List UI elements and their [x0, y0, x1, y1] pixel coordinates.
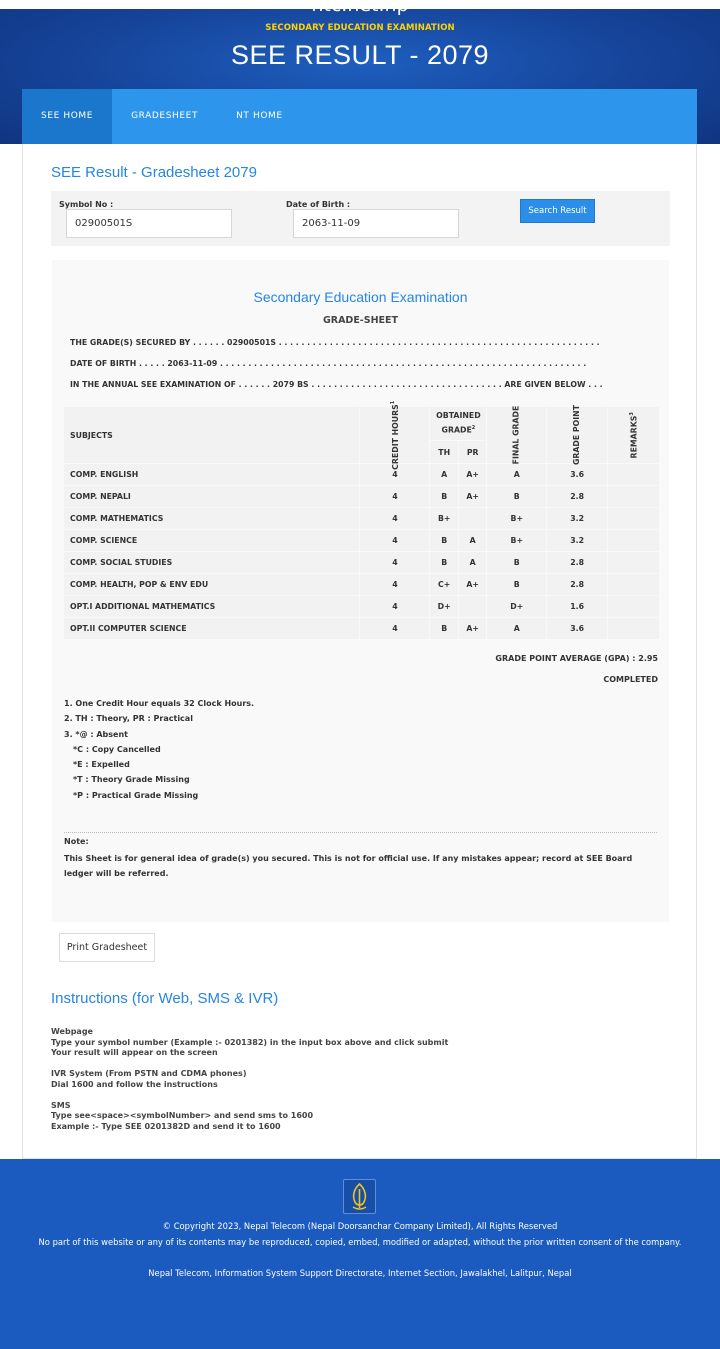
credit-cell: 4	[360, 574, 429, 595]
th-cell: B	[430, 618, 458, 639]
page-title: SEE RESULT - 2079	[230, 40, 490, 70]
pr-cell: A	[459, 552, 486, 573]
pr-cell: A+	[459, 464, 486, 485]
credit-cell: 4	[360, 486, 429, 507]
footer	[0, 1159, 720, 1349]
subject-cell: OPT.I ADDITIONAL MATHEMATICS	[64, 596, 359, 617]
instr-web-line: Your result will appear on the screen	[51, 1048, 218, 1057]
subject-cell: COMP. MATHEMATICS	[64, 508, 359, 529]
col-obtained-grade: OBTAINED GRADE$^2$	[430, 407, 486, 440]
th-cell: B+	[430, 508, 458, 529]
gradesheet-panel	[52, 260, 669, 922]
credit-cell: 4	[360, 618, 429, 639]
note-heading: Note:	[64, 837, 89, 846]
subject-cell: OPT.II COMPUTER SCIENCE	[64, 618, 359, 639]
final-cell: D+	[487, 596, 546, 617]
gpa-value: GRADE POINT AVERAGE (GPA) : 2.95	[495, 654, 658, 663]
subject-cell: COMP. NEPALI	[64, 486, 359, 507]
table-row	[64, 552, 659, 573]
instr-web-line: Type your symbol number (Example :- 0201382) in the input box above and click submit	[51, 1037, 449, 1047]
th-cell: C+	[430, 574, 458, 595]
exam-line: IN THE ANNUAL SEE EXAMINATION OF . . . . . . 2079 BS . . . . . . . . . . . . . . . . . . . . . . . . . . . . . . . . . . ARE GIVEN BELOW . . .	[70, 380, 603, 389]
subject-cell: COMP. SOCIAL STUDIES	[64, 552, 359, 573]
legend-note: *P : Practical Grade Missing	[73, 790, 199, 800]
dob-line: DATE OF BIRTH . . . . . 2063-11-09 . . . . . . . . . . . . . . . . . . . . . . . . . . . . . . . . . . . . . . . . . . . . . . . . . . . . . . . . . . . . . . . . .	[70, 359, 587, 368]
subject-cell: COMP. ENGLISH	[64, 464, 359, 485]
secured-by-line: THE GRADE(S) SECURED BY . . . . . . 02900501S . . . . . . . . . . . . . . . . . . . . . . . . . . . . . . . . . . . . . . . . . . . . . . . . . . . . . . . . .	[70, 338, 600, 347]
pr-cell	[459, 596, 486, 617]
final-cell: A	[487, 618, 546, 639]
credit-cell: 4	[360, 530, 429, 551]
header-subtitle: SECONDARY EDUCATION EXAMINATION	[265, 23, 455, 33]
copyright-text: © Copyright 2023, Nepal Telecom (Nepal Doorsanchar Company Limited), All Rights Reserved	[162, 1221, 558, 1231]
th-cell: A	[430, 464, 458, 485]
th-cell: B	[430, 530, 458, 551]
instr-ivr-title: IVR System (From PSTN and CDMA phones)	[51, 1069, 247, 1078]
search-form	[51, 191, 670, 246]
disclaimer-text: No part of this website or any of its contents may be reproduced, copied, embed, modified or adapted, without the prior written consent of the company.	[38, 1237, 682, 1247]
note-text: This Sheet is for general idea of grade(s) you secured. This is not for official use. If any mistakes appear; record at SEE Board ledger will be referred.	[64, 854, 633, 878]
remarks-cell	[608, 552, 659, 573]
result-status: COMPLETED	[603, 675, 658, 684]
th-cell: B	[430, 486, 458, 507]
final-cell: B	[487, 486, 546, 507]
dob-label: Date of Birth :	[286, 200, 351, 209]
final-cell: B+	[487, 508, 546, 529]
grades-table	[63, 400, 660, 640]
gp-cell: 3.6	[547, 618, 607, 639]
final-cell: B+	[487, 530, 546, 551]
search-result-button[interactable]: Search Result	[520, 199, 595, 223]
table-row	[64, 596, 659, 617]
col-th: TH	[430, 441, 458, 463]
subject-cell: COMP. HEALTH, POP & ENV EDU	[64, 574, 359, 595]
credit-cell: 4	[360, 596, 429, 617]
remarks-cell	[608, 618, 659, 639]
gradesheet-heading: SEE Result - Gradesheet 2079	[51, 164, 257, 181]
instr-ivr-line: Dial 1600 and follow the instructions	[51, 1079, 218, 1089]
instr-sms-line: Type see<space><symbolNumber> and send sms to 1600	[51, 1111, 314, 1120]
table-row	[64, 530, 659, 551]
th-cell: B	[430, 552, 458, 573]
gp-cell: 3.2	[547, 508, 607, 529]
instructions-heading: Instructions (for Web, SMS & IVR)	[51, 990, 279, 1007]
instr-sms-line: Example :- Type SEE 0201382D and send it to 1600	[51, 1121, 281, 1131]
final-cell: B	[487, 574, 546, 595]
gradesheet-subtitle: GRADE-SHEET	[322, 315, 399, 326]
top-white-bar	[0, 0, 720, 9]
legend-note: *E : Expelled	[73, 760, 130, 770]
col-final-grade: FINAL GRADE	[487, 407, 546, 463]
instr-web-title: Webpage	[51, 1027, 93, 1036]
instr-sms-title: SMS	[51, 1100, 71, 1110]
gp-cell: 1.6	[547, 596, 607, 617]
th-cell: D+	[430, 596, 458, 617]
symbol-label: Symbol No :	[59, 200, 114, 209]
print-gradesheet-button[interactable]: Print Gradesheet	[59, 933, 155, 962]
table-row	[64, 464, 659, 485]
pr-cell: A+	[459, 618, 486, 639]
legend-note: 3. *@ : Absent	[64, 729, 128, 739]
pr-cell	[459, 508, 486, 529]
instructions-block	[51, 1027, 448, 1132]
address-text: Nepal Telecom, Information System Support Directorate, Internet Section, Jawalakhel, Lalitpur, Nepal	[148, 1268, 572, 1278]
dob-input[interactable]: 2063-11-09	[293, 209, 459, 238]
table-row	[64, 574, 659, 595]
remarks-cell	[608, 464, 659, 485]
remarks-cell	[608, 530, 659, 551]
pr-cell: A+	[459, 486, 486, 507]
final-cell: A	[487, 464, 546, 485]
col-subjects: SUBJECTS	[64, 407, 359, 463]
remarks-cell	[608, 508, 659, 529]
legend-note: 2. TH : Theory, PR : Practical	[64, 714, 193, 724]
gp-cell: 3.6	[547, 464, 607, 485]
gp-cell: 2.8	[547, 486, 607, 507]
remarks-cell	[608, 486, 659, 507]
col-credit-hours: CREDIT HOURS$^1$	[360, 407, 429, 463]
gp-cell: 2.8	[547, 552, 607, 573]
legend-note: 1. One Credit Hour equals 32 Clock Hours.	[64, 699, 255, 708]
subject-cell: COMP. SCIENCE	[64, 530, 359, 551]
final-cell: B	[487, 552, 546, 573]
symbol-input[interactable]: 02900501S	[66, 209, 232, 238]
pr-cell: A+	[459, 574, 486, 595]
nepal-telecom-logo-icon	[343, 1179, 376, 1214]
remarks-cell	[608, 596, 659, 617]
gp-cell: 3.2	[547, 530, 607, 551]
credit-cell: 4	[360, 552, 429, 573]
credit-cell: 4	[360, 464, 429, 485]
legend-note: *T : Theory Grade Missing	[73, 775, 190, 785]
gradesheet-title: Secondary Education Examination	[253, 289, 468, 305]
col-remarks: REMARKS$^3$	[608, 407, 659, 463]
tab-nt-home[interactable]: NT HOME	[236, 111, 283, 121]
col-grade-point: GRADE POINT	[547, 407, 607, 463]
pr-cell: A	[459, 530, 486, 551]
legend-note: *C : Copy Cancelled	[73, 744, 161, 754]
table-row	[64, 508, 659, 529]
legend-notes	[64, 696, 254, 803]
gp-cell: 2.8	[547, 574, 607, 595]
main-nav	[22, 89, 697, 144]
table-row	[64, 618, 659, 639]
main-card	[22, 144, 697, 1159]
tab-gradesheet[interactable]: GRADESHEET	[131, 111, 199, 121]
col-pr: PR	[459, 441, 486, 463]
tab-see-home[interactable]: SEE HOME	[22, 89, 112, 144]
credit-cell: 4	[360, 508, 429, 529]
remarks-cell	[608, 574, 659, 595]
divider	[64, 832, 657, 833]
table-row	[64, 486, 659, 507]
